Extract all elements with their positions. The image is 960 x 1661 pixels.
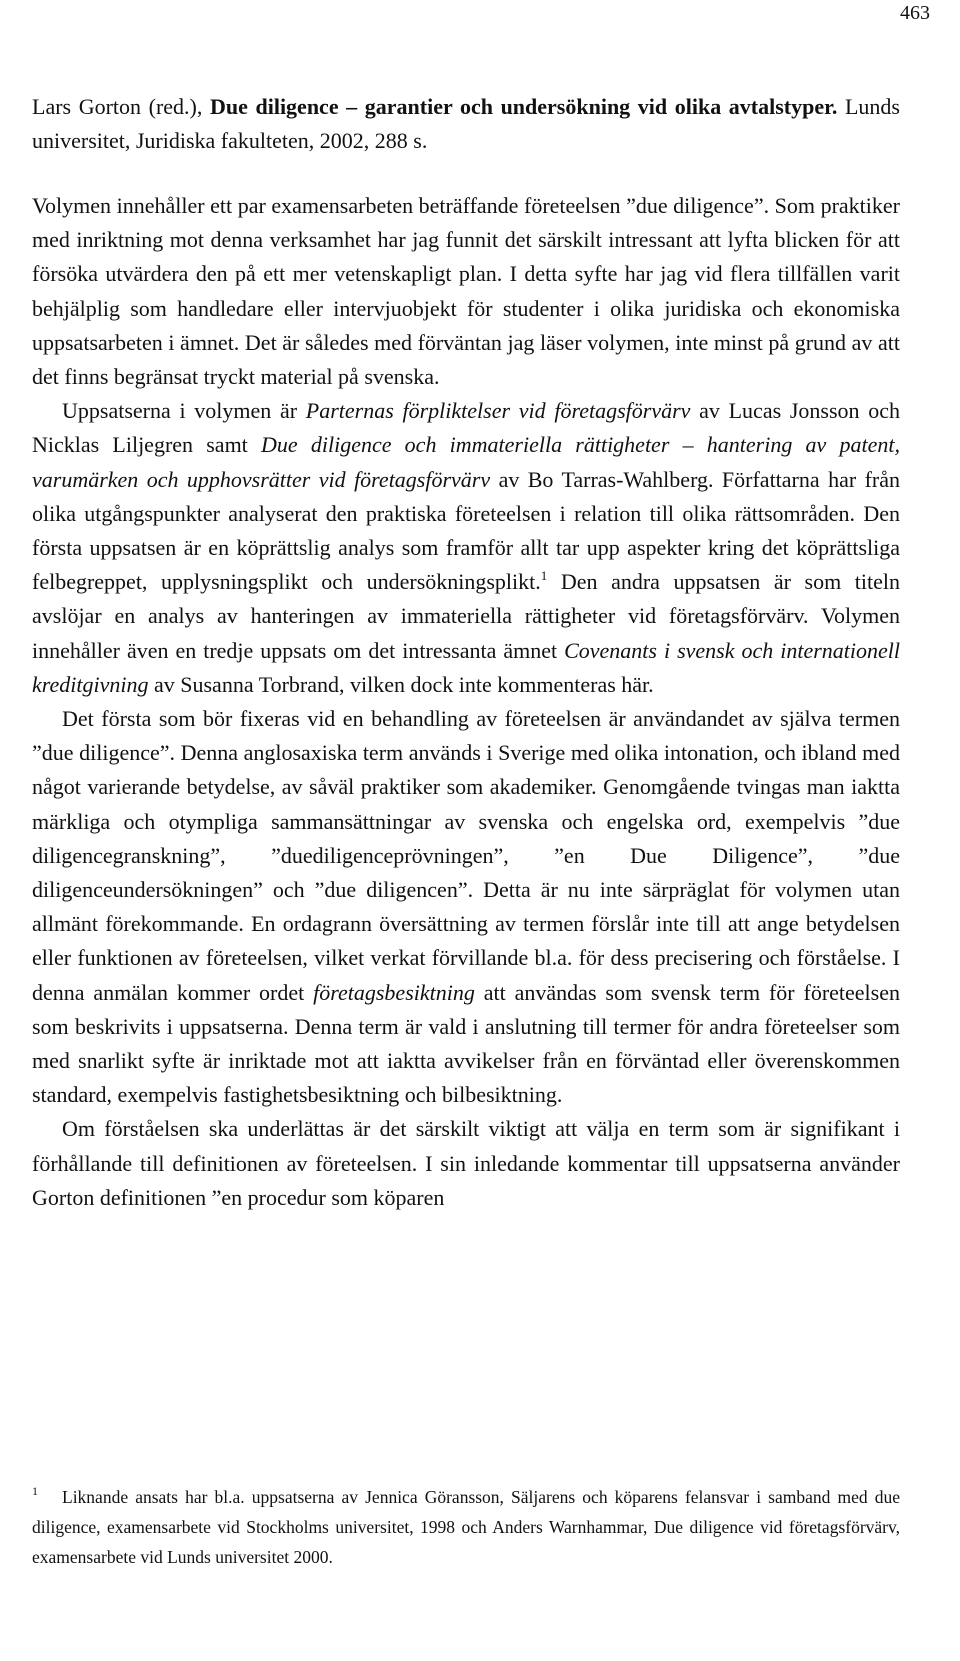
paragraph-3: Det första som bör fixeras vid en behandling av företeelsen är användandet av själva termen ”due diligence”. Denna anglosaxiska term används i Sverige med olika intonation, och ibland med något varierande betydelse, av såväl praktiker som akademiker. Genomgående tvingas man iaktta märkliga och otympliga sammansättningar av svenska och engelska ord, exempelvis ”due diligencegranskning”, ”duediligenceprövningen”, ”en Due Diligence”, ”due diligenceundersökningen” och ”due diligencen”. Detta är nu inte särpräglat för volymen utan allmänt förekommande. En ordagrann översättning av termen förslår inte till att ange betydelsen eller funktionen av företeelsen, vilket verkat förvillande bl.a. för dess precisering och förståelse. I denna anmälan kommer ordet företagsbesiktning att användas som svensk term för företeelsen som beskrivits i uppsatserna. Denna term är vald i anslutning till termer för andra företeelser som med snarlikt syfte är inriktade mot att iaktta avvikelser från en förväntad eller överenskommen standard, exempelvis fastighetsbesiktning och bilbesiktning. — [32, 706, 900, 1108]
footnote-ref[interactable]: 1 — [540, 568, 548, 584]
title-covenants: Covenants i svensk och internationell kreditgivning — [32, 637, 901, 697]
reference-author: Lars Gorton (red.), — [32, 94, 210, 119]
review-body — [32, 189, 900, 1215]
paragraph-2: Uppsatserna i volymen är Parternas förpliktelser vid företagsförvärv av Lucas Jonsson och Nicklas Liljegren samt Due diligence och immateriella rättigheter – hantering av patent, varumärken och upphovsrätter vid företagsförvärv av Bo Tarras-Wahlberg. Författarna har från olika utgångspunkter analyserat den praktiska företeelsen i relation till olika rättsområden. Den första uppsatsen är en köprättslig analys som framför allt tar upp aspekter kring det köprättsliga felbegreppet, upplysningsplikt och undersökningsplikt.$^1$ Den andra uppsatsen är som titeln avslöjar en analys av hanteringen av immateriella rättigheter vid företagsförvärv. Volymen innehåller även en tredje uppsats om det intressanta ämnet Covenants i svensk och internationell kreditgivning av Susanna Torbrand, vilken dock inte kommenteras här. — [32, 398, 901, 697]
title-parternas-forpliktelser: Parternas förpliktelser vid företagsförvärv — [305, 398, 691, 424]
reference-title: Due diligence – garantier och undersökning vid olika avtalstyper. — [209, 94, 838, 119]
paragraph-1: Volymen innehåller ett par examensarbeten beträffande företeelsen ”due diligence”. Som praktiker med inriktning mot denna verksamhet har jag funnit det särskilt intressant att lyfta blicken för att försöka utvärdera den på ett mer vetenskapligt plan. I detta syfte har jag vid flera tillfällen varit behjälplig som handledare eller intervjuobjekt för studenter i olika juridiska och ekonomiska uppsatsarbeten i ämnet. Det är således med förväntan jag läser volymen, inte minst på grund av att det finns begränsat tryckt material på svenska. — [32, 193, 900, 390]
title-due-diligence-immateriella: Due diligence och immateriella rättigheter – hantering av patent, varumärken och upphovsrätter vid företagsförvärv — [32, 432, 900, 492]
page-number: 463 — [900, 2, 930, 24]
paragraph-4: Om förståelsen ska underlättas är det särskilt viktigt att välja en term som är signifikant i förhållande till definitionen av företeelsen. I sin inledande kommentar till uppsatserna använder Gorton definitionen ”en procedur som köparen — [32, 1116, 900, 1210]
footnote-1 — [32, 1482, 900, 1572]
footnote-number: 1 — [32, 1484, 38, 1498]
footnotes — [32, 1482, 900, 1572]
reference-publisher: Lunds universitet, Juridiska fakulteten, 2002, 288 s. — [32, 94, 900, 153]
term-foretagsbesiktning: företagsbesiktning — [313, 979, 475, 1005]
footnote-text: Liknande ansats har bl.a. uppsatserna av Jennica Göransson, Säljarens och köparens felansvar i samband med due diligence, examensarbete vid Stockholms universitet, 1998 och Anders Warnhammar, Due diligence vid företagsförvärv, examensarbete vid Lunds universitet 2000. — [32, 1487, 900, 1567]
book-reference — [32, 90, 900, 158]
